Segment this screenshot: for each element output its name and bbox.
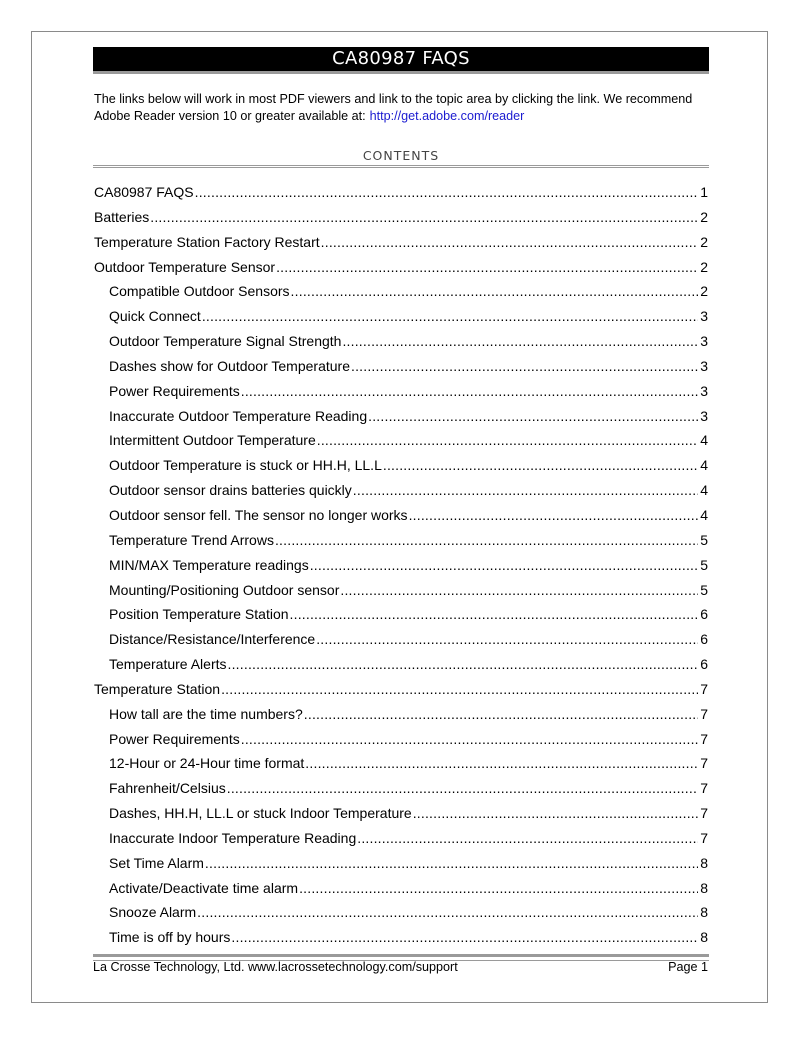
toc-entry-title: 12-Hour or 24-Hour time format (109, 755, 305, 772)
toc-entry-page: 5 (700, 581, 708, 598)
toc-entry[interactable] (94, 379, 708, 404)
toc-dot-leader (409, 503, 699, 528)
toc-entry[interactable] (94, 329, 708, 354)
toc-entry[interactable] (94, 900, 708, 925)
toc-entry-page: 3 (700, 382, 708, 399)
toc-dot-leader (197, 900, 698, 925)
toc-dot-leader (150, 205, 698, 230)
toc-entry[interactable] (94, 851, 708, 876)
table-of-contents (94, 180, 708, 950)
toc-entry-title: Quick Connect (109, 308, 201, 325)
toc-dot-leader (305, 751, 698, 776)
toc-entry-title: Activate/Deactivate time alarm (109, 879, 299, 896)
toc-entry-page: 3 (700, 407, 708, 424)
toc-entry-title: Temperature Alerts (109, 656, 227, 673)
toc-entry-page: 5 (700, 531, 708, 548)
toc-dot-leader (351, 354, 698, 379)
toc-dot-leader (290, 602, 699, 627)
toc-entry-page: 7 (700, 730, 708, 747)
toc-entry-page: 2 (700, 258, 708, 275)
toc-entry-title: Time is off by hours (109, 929, 231, 946)
toc-entry-title: Mounting/Positioning Outdoor sensor (109, 581, 340, 598)
toc-entry-title: CA80987 FAQS (94, 184, 194, 200)
toc-entry[interactable] (94, 702, 708, 727)
title-underline (93, 71, 709, 74)
toc-entry-page: 2 (700, 208, 708, 225)
toc-entry-page: 4 (700, 457, 708, 474)
toc-entry-title: Set Time Alarm (109, 854, 204, 871)
toc-entry-page: 7 (700, 705, 708, 722)
toc-entry-title: Distance/Resistance/Interference (109, 631, 316, 648)
toc-entry-title: Outdoor sensor drains batteries quickly (109, 482, 352, 499)
toc-entry[interactable] (94, 180, 708, 205)
toc-entry[interactable] (94, 354, 708, 379)
toc-entry-page: 4 (700, 482, 708, 499)
toc-dot-leader (195, 180, 699, 205)
toc-entry[interactable] (94, 404, 708, 429)
toc-entry-title: Dashes show for Outdoor Temperature (109, 357, 350, 374)
toc-entry-page: 2 (700, 233, 708, 250)
footer-company: La Crosse Technology, Ltd. www.lacrossetechnology.com/support (93, 960, 458, 974)
toc-dot-leader (205, 851, 698, 876)
toc-entry-title: Temperature Station (94, 680, 221, 697)
toc-entry-page: 8 (700, 854, 708, 871)
toc-entry-page: 7 (700, 755, 708, 772)
toc-entry-page: 7 (700, 829, 708, 846)
toc-entry[interactable] (94, 428, 708, 453)
toc-entry-page: 2 (700, 283, 708, 300)
toc-dot-leader (241, 727, 698, 752)
toc-entry-title: Temperature Station Factory Restart (94, 233, 320, 250)
toc-dot-leader (317, 428, 698, 453)
toc-dot-leader (202, 304, 698, 329)
toc-entry[interactable] (94, 602, 708, 627)
toc-entry-page: 3 (700, 308, 708, 325)
page-title: CA80987 FAQS (93, 47, 709, 71)
toc-entry-page: 8 (700, 929, 708, 946)
toc-dot-leader (357, 826, 698, 851)
toc-entry-page: 3 (700, 357, 708, 374)
toc-entry[interactable] (94, 528, 708, 553)
toc-entry-page: 6 (700, 606, 708, 623)
toc-entry-title: Intermittent Outdoor Temperature (109, 432, 316, 449)
intro-text: The links below will work in most PDF viewers and link to the topic area by clicking the link. We recommend Adobe Reader version 10 or greater available at: (94, 92, 693, 123)
toc-entry[interactable] (94, 925, 708, 950)
adobe-reader-link[interactable]: http://get.adobe.com/reader (369, 109, 525, 123)
toc-entry[interactable] (94, 205, 708, 230)
toc-dot-leader (316, 627, 698, 652)
toc-entry[interactable] (94, 627, 708, 652)
toc-entry-title: Fahrenheit/Celsius (109, 780, 226, 797)
toc-dot-leader (221, 677, 698, 702)
toc-dot-leader (342, 329, 698, 354)
toc-entry-page: 4 (700, 432, 708, 449)
toc-dot-leader (231, 925, 698, 950)
toc-entry-title: Outdoor Temperature Signal Strength (109, 333, 342, 350)
toc-dot-leader (368, 404, 698, 429)
toc-entry[interactable] (94, 652, 708, 677)
toc-entry[interactable] (94, 503, 708, 528)
toc-entry-title: How tall are the time numbers? (109, 705, 303, 722)
toc-dot-leader (353, 478, 698, 503)
toc-entry-title: Batteries (94, 208, 150, 225)
toc-dot-leader (275, 528, 698, 553)
toc-entry-title: Outdoor Temperature Sensor (94, 258, 276, 275)
toc-entry[interactable] (94, 677, 708, 702)
toc-dot-leader (304, 702, 698, 727)
toc-entry-title: Power Requirements (109, 382, 240, 399)
footer-page-number: Page 1 (668, 960, 708, 974)
toc-dot-leader (299, 876, 698, 901)
toc-dot-leader (413, 801, 699, 826)
toc-entry-page: 7 (700, 780, 708, 797)
toc-entry[interactable] (94, 727, 708, 752)
toc-entry-title: Inaccurate Outdoor Temperature Reading (109, 407, 368, 424)
toc-entry-title: Position Temperature Station (109, 606, 289, 623)
toc-dot-leader (383, 453, 698, 478)
toc-entry[interactable] (94, 453, 708, 478)
toc-entry-title: Temperature Trend Arrows (109, 531, 274, 548)
toc-entry[interactable] (94, 801, 708, 826)
toc-entry-title: Outdoor Temperature is stuck or HH.H, LL.L (109, 457, 382, 474)
toc-entry[interactable] (94, 776, 708, 801)
toc-entry[interactable] (94, 255, 708, 280)
toc-entry-title: Snooze Alarm (109, 904, 197, 921)
toc-dot-leader (310, 553, 698, 578)
toc-entry-title: Compatible Outdoor Sensors (109, 283, 290, 300)
toc-entry[interactable] (94, 876, 708, 901)
toc-entry-page: 3 (700, 333, 708, 350)
toc-entry[interactable] (94, 553, 708, 578)
contents-divider (93, 165, 709, 168)
toc-entry-title: Outdoor sensor fell. The sensor no longer works (109, 506, 408, 523)
toc-entry-page: 1 (700, 184, 708, 200)
toc-entry[interactable] (94, 279, 708, 304)
toc-dot-leader (291, 279, 699, 304)
toc-entry-page: 5 (700, 556, 708, 573)
toc-entry-page: 8 (700, 879, 708, 896)
toc-dot-leader (241, 379, 698, 404)
toc-dot-leader (321, 230, 699, 255)
toc-entry-page: 8 (700, 904, 708, 921)
toc-entry-title: Power Requirements (109, 730, 240, 747)
toc-entry-title: MIN/MAX Temperature readings (109, 556, 309, 573)
toc-entry[interactable] (94, 826, 708, 851)
toc-dot-leader (228, 652, 699, 677)
toc-dot-leader (227, 776, 698, 801)
intro-paragraph (94, 91, 708, 125)
toc-dot-leader (340, 578, 698, 603)
toc-entry[interactable] (94, 478, 708, 503)
contents-heading: CONTENTS (362, 148, 440, 163)
toc-dot-leader (276, 255, 698, 280)
toc-entry[interactable] (94, 304, 708, 329)
toc-entry-page: 7 (700, 805, 708, 822)
toc-entry-page: 7 (700, 680, 708, 697)
toc-entry[interactable] (94, 751, 708, 776)
toc-entry[interactable] (94, 230, 708, 255)
toc-entry-title: Dashes, HH.H, LL.L or stuck Indoor Temperature (109, 805, 412, 822)
toc-entry-page: 6 (700, 656, 708, 673)
toc-entry-page: 6 (700, 631, 708, 648)
toc-entry[interactable] (94, 578, 708, 603)
toc-entry-page: 4 (700, 506, 708, 523)
toc-entry-title: Inaccurate Indoor Temperature Reading (109, 829, 357, 846)
